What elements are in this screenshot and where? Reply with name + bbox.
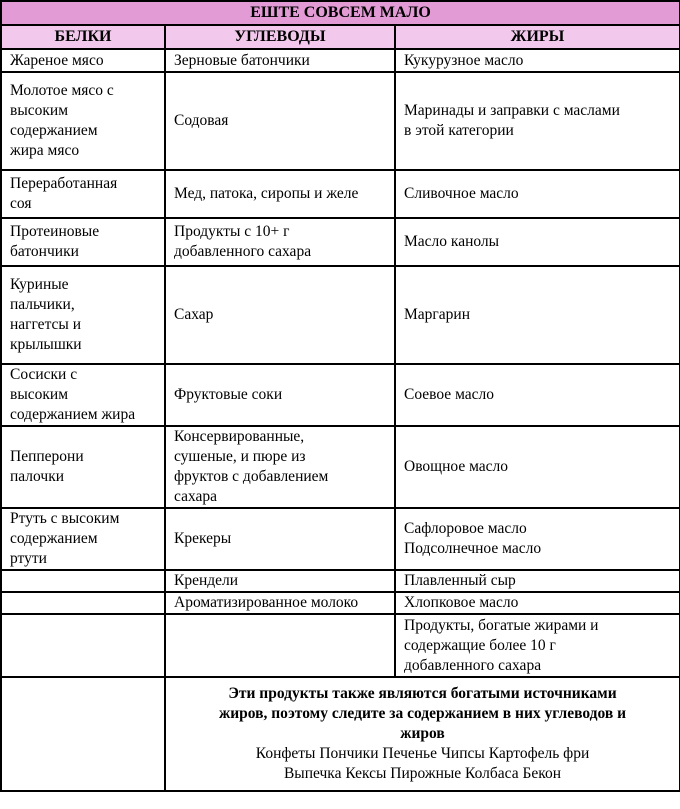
cell-text: Ароматизированное молоко [174,594,359,611]
cell-proteins [1,49,165,72]
cell-text: фруктов с добавлением [174,468,329,485]
cell-text: Протеиновые [10,223,100,240]
cell-text: добавленного сахара [404,656,542,674]
footer-empty-cell [1,677,165,791]
cell-text: соя [10,195,32,212]
cell-fats [395,170,680,218]
title-row [1,1,680,25]
cell-fats [395,72,680,170]
table-row [1,614,680,677]
cell-text: Фруктовые соки [174,386,283,403]
cell-text: добавленного сахара [174,243,312,260]
cell-fats [395,426,680,508]
table-row [1,592,680,614]
column-header-carbs: УГЛЕВОДЫ [165,25,395,49]
cell-proteins [1,426,165,508]
cell-text: высоким [10,102,68,119]
cell-text: Маринады и заправки с маслами [404,102,620,119]
cell-text: Овощное масло [404,458,509,475]
cell-text: Переработанная [10,175,118,192]
cell-text: батончики [10,243,79,260]
cell-fats [395,364,680,426]
cell-fats [395,614,680,677]
cell-fats [395,218,680,266]
cell-text: наггетсы и [10,316,81,333]
cell-text: палочки [10,468,65,485]
cell-carbs [165,218,395,266]
footer-note [165,677,680,791]
cell-proteins [1,508,165,570]
footer-row [1,677,680,791]
table-title: ЕШТЕ СОВСЕМ МАЛО [1,1,680,25]
table-row [1,72,680,170]
cell-text: Сахар [174,306,214,323]
table-row [1,426,680,508]
cell-text: Продукты, богатые жирами и [404,616,599,634]
cell-carbs [165,72,395,170]
cell-fats [395,49,680,72]
cell-text: Пепперони [10,448,84,465]
cell-text: Продукты с 10+ г [174,223,290,240]
cell-text: Кукурузное масло [404,51,524,69]
cell-text: Подсолнечное масло [404,540,542,557]
column-header-row [1,25,680,49]
cell-proteins [1,570,165,592]
table-row [1,508,680,570]
cell-text: Масло канолы [404,233,500,250]
table-row [1,266,680,364]
cell-text: Зерновые батончики [174,51,310,69]
table-row [1,49,680,72]
cell-proteins [1,266,165,364]
cell-text: жира мясо [10,142,80,159]
cell-text: Сливочное масло [404,185,519,202]
cell-text: Хлопковое масло [404,594,519,611]
cell-text: Ртуть с высоким [10,510,120,527]
cell-text: высоким [10,386,68,403]
cell-fats [395,570,680,592]
cell-proteins [1,364,165,426]
cell-text: в этой категории [404,122,514,139]
cell-text: Плавленный сыр [404,572,516,589]
cell-text: содержанием [10,122,98,139]
cell-text: Содовая [174,112,229,129]
table-row [1,570,680,592]
cell-text: Сафлоровое масло [404,520,527,537]
cell-text: пальчики, [10,296,75,313]
cell-text: крылышки [10,336,82,353]
footer-foods-line: Конфеты Пончики Печенье Чипсы Картофель фри [255,745,590,762]
footer-foods-line: Выпечка Кексы Пирожные Колбаса Бекон [283,765,562,782]
cell-carbs [165,570,395,592]
cell-fats [395,592,680,614]
cell-carbs [165,170,395,218]
cell-text: Маргарин [404,306,470,323]
table-body [1,49,680,677]
cell-text: содержанием [10,530,98,547]
cell-carbs [165,266,395,364]
cell-proteins [1,170,165,218]
cell-text: сушеные, и пюре из [174,448,306,465]
cell-text: сахара [174,488,218,505]
cell-proteins [1,72,165,170]
cell-proteins [1,592,165,614]
cell-fats [395,508,680,570]
footer-bold-line: жиров [400,725,445,742]
table-row [1,218,680,266]
column-header-fats: ЖИРЫ [395,25,680,49]
cell-text: Соевое масло [404,386,495,403]
table-row [1,364,680,426]
cell-fats [395,266,680,364]
cell-text: Крендели [174,572,239,589]
column-header-proteins: БЕЛКИ [1,25,165,49]
cell-text: содержащие более 10 г [404,636,556,654]
cell-text: Молотое мясо с [10,82,114,99]
cell-text: Сосиски с [10,366,78,383]
cell-carbs [165,364,395,426]
cell-proteins [1,614,165,677]
cell-text: Консервированные, [174,428,305,445]
footer-bold-line: жиров, поэтому следите за содержанием в них углеводов и [218,705,627,722]
footer-bold-line: Эти продукты также являются богатыми источниками [228,685,617,702]
cell-text: Мед, патока, сиропы и желе [174,185,359,202]
cell-carbs [165,508,395,570]
cell-carbs [165,49,395,72]
cell-carbs [165,592,395,614]
table-row [1,170,680,218]
cell-text: содержанием жира [10,406,136,423]
cell-text: ртути [10,550,47,567]
cell-text: Крекеры [174,530,232,547]
cell-text: Куриные [10,276,69,293]
cell-proteins [1,218,165,266]
cell-carbs [165,614,395,677]
cell-text: Жареное мясо [10,51,104,69]
cell-carbs [165,426,395,508]
